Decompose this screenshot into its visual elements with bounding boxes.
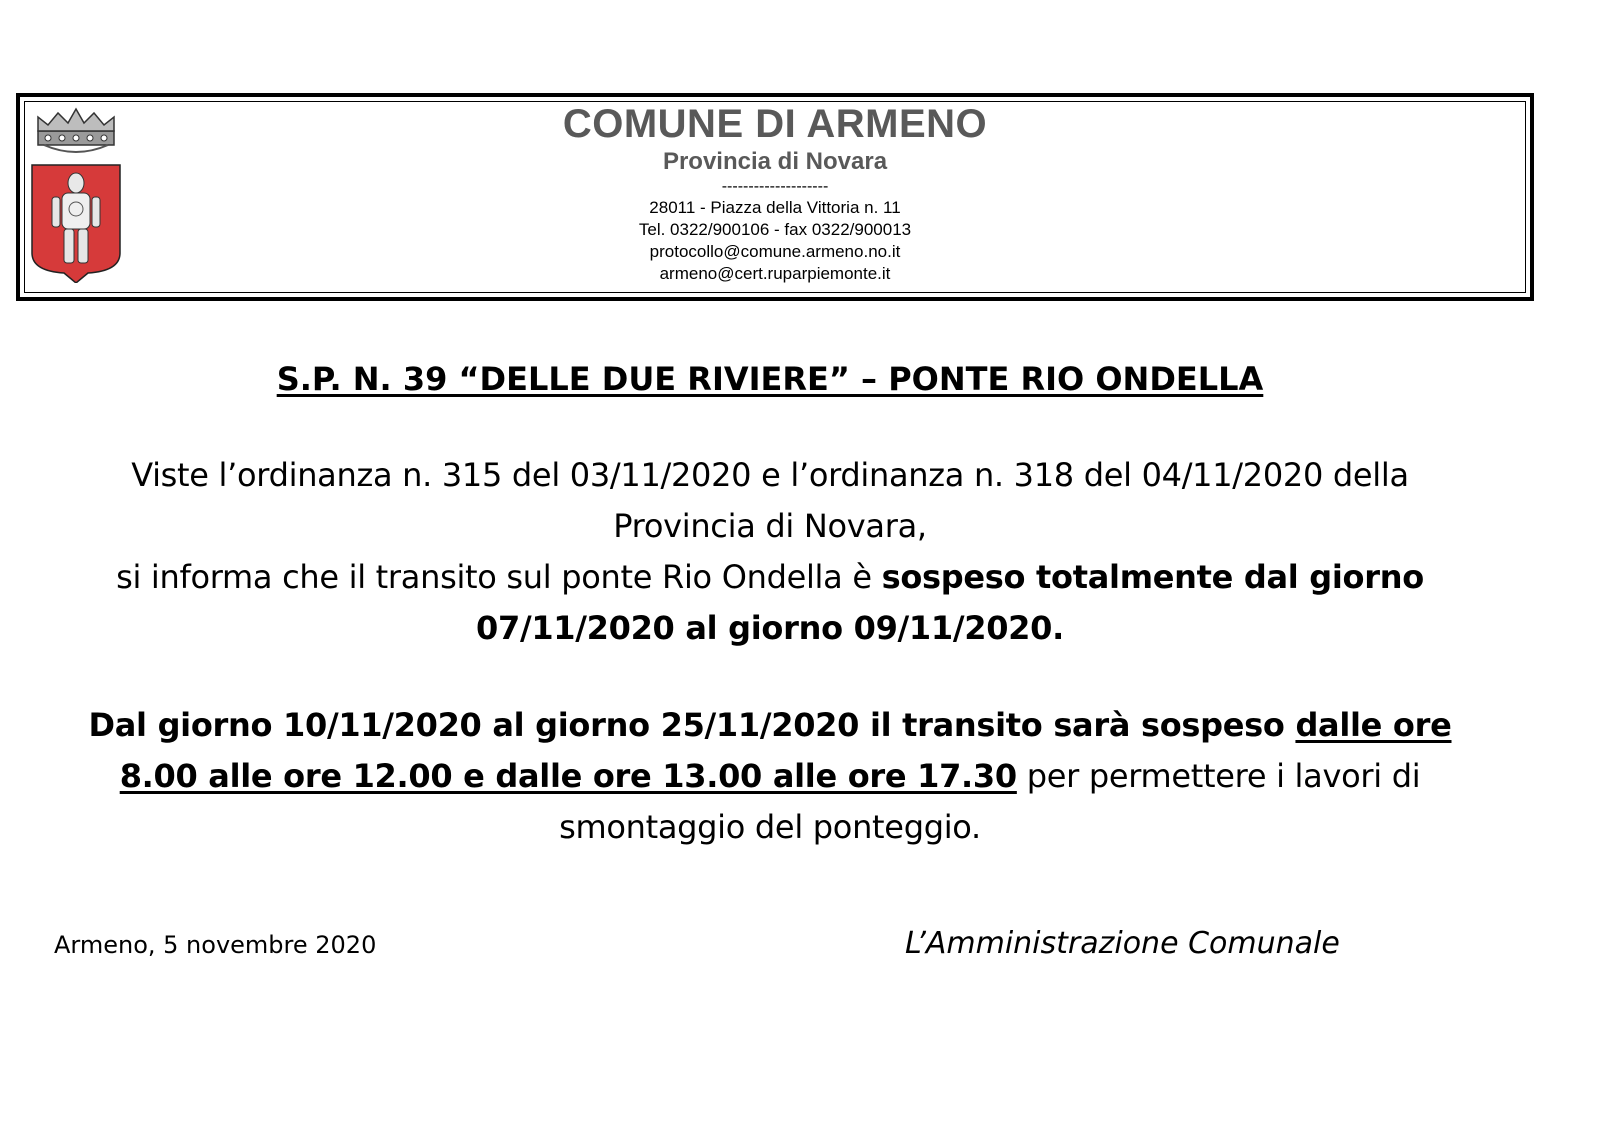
notice-paragraph-2 bbox=[60, 700, 1480, 853]
ordinance-reference: Viste l’ordinanza n. 315 del 03/11/2020 e l’ordinanza n. 318 del 04/11/2020 della Provincia di Novara, bbox=[131, 456, 1409, 545]
header-separator: -------------------- bbox=[721, 178, 829, 195]
suspension-hours: dalle ore 8.00 alle ore 12.00 e dalle ore 13.00 alle ore 17.30 bbox=[119, 706, 1452, 795]
partial-suspension-period: Dal giorno 10/11/2020 al giorno 25/11/2020 il transito sarà sospeso bbox=[88, 706, 1296, 744]
address: 28011 - Piazza della Vittoria n. 11 bbox=[649, 198, 901, 217]
suspension-dates: sospeso totalmente dal giorno 07/11/2020 al giorno 09/11/2020. bbox=[476, 558, 1424, 647]
letterhead bbox=[16, 93, 1534, 301]
notice-paragraph-1 bbox=[60, 450, 1480, 654]
email: protocollo@comune.armeno.no.it bbox=[649, 242, 901, 261]
signature: L’Amministrazione Comunale bbox=[905, 926, 1340, 961]
phone-fax: Tel. 0322/900106 - fax 0322/900013 bbox=[638, 220, 912, 239]
pec-email: armeno@cert.ruparpiemonte.it bbox=[659, 264, 891, 283]
place-and-date: Armeno, 5 novembre 2020 bbox=[54, 931, 377, 959]
municipality-name: COMUNE DI ARMENO bbox=[562, 102, 988, 146]
letterhead-text bbox=[20, 101, 1530, 285]
suspension-reason: per permettere i lavori di smontaggio del ponteggio. bbox=[559, 757, 1421, 846]
notice-title: S.P. N. 39 “DELLE DUE RIVIERE” – PONTE RIO ONDELLA bbox=[276, 360, 1264, 398]
province-name: Provincia di Novara bbox=[662, 148, 888, 175]
transit-info: si informa che il transito sul ponte Rio Ondella è bbox=[116, 558, 882, 596]
